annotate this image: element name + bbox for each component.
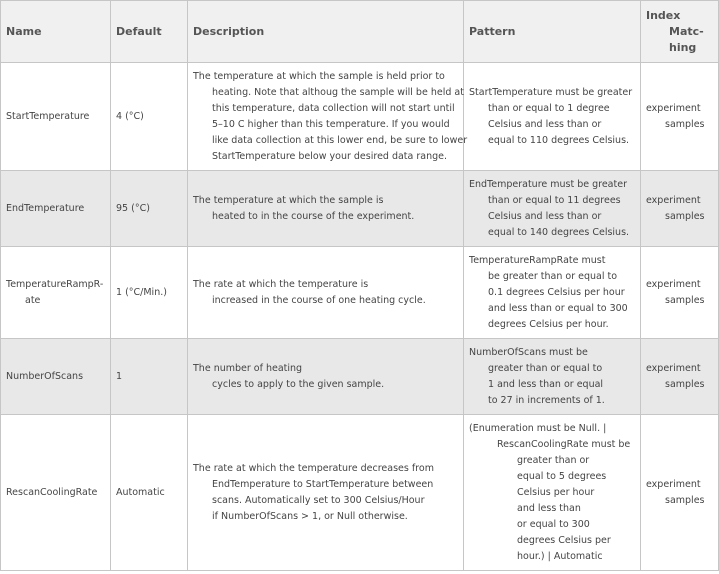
cell-default: Automatic	[111, 415, 188, 571]
cell-pattern: (Enumeration must be Null. | RescanCoolingRate must be greater than or equal to 5 degrees Celsius per hour and less than or equal to 300 degrees Celsius per hour.) | Automatic	[464, 415, 641, 571]
header-pattern: Pattern	[464, 1, 641, 63]
cell-index: experiment samples	[641, 63, 719, 171]
cell-index: experiment samples	[641, 339, 719, 415]
cell-name: EndTemperature	[1, 171, 111, 247]
header-description: Description	[188, 1, 464, 63]
cell-description: The rate at which the temperature decreases from EndTemperature to StartTemperature between scans. Automatically set to 300 Celsius/Hour if NumberOfScans > 1, or Null otherwise.	[188, 415, 464, 571]
cell-pattern: EndTemperature must be greater than or equal to 11 degrees Celsius and less than or equal to 140 degrees Celsius.	[464, 171, 641, 247]
cell-index: experiment samples	[641, 247, 719, 339]
header-index-matching: Index Matc- hing	[641, 1, 719, 63]
cell-pattern: NumberOfScans must be greater than or equal to 1 and less than or equal to 27 in increments of 1.	[464, 339, 641, 415]
cell-description: The number of heating cycles to apply to the given sample.	[188, 339, 464, 415]
cell-description: The temperature at which the sample is heated to in the course of the experiment.	[188, 171, 464, 247]
cell-index: experiment samples	[641, 415, 719, 571]
cell-name: StartTemperature	[1, 63, 111, 171]
table-row	[1, 63, 719, 171]
cell-default: 4 (°C)	[111, 63, 188, 171]
cell-pattern: StartTemperature must be greater than or equal to 1 degree Celsius and less than or equal to 110 degrees Celsius.	[464, 63, 641, 171]
cell-default: 95 (°C)	[111, 171, 188, 247]
cell-description: The temperature at which the sample is held prior to heating. Note that althoug the sample will be held at this temperature, data collection will not start until 5–10 C higher than this temperature. If you would like data collection at this lower end, be sure to lower StartTemperature below your desired data range.	[188, 63, 464, 171]
header-row	[1, 1, 719, 63]
table-row	[1, 339, 719, 415]
cell-description: The rate at which the temperature is increased in the course of one heating cycle.	[188, 247, 464, 339]
cell-name: NumberOfScans	[1, 339, 111, 415]
cell-default: 1 (°C/Min.)	[111, 247, 188, 339]
table-row	[1, 415, 719, 571]
cell-index: experiment samples	[641, 171, 719, 247]
table-row	[1, 247, 719, 339]
cell-default: 1	[111, 339, 188, 415]
table-row	[1, 171, 719, 247]
header-default: Default	[111, 1, 188, 63]
cell-pattern: TemperatureRampRate must be greater than or equal to 0.1 degrees Celsius per hour and less than or equal to 300 degrees Celsius per hour.	[464, 247, 641, 339]
cell-name: TemperatureRampR- ate	[1, 247, 111, 339]
cell-name: RescanCoolingRate	[1, 415, 111, 571]
header-name: Name	[1, 1, 111, 63]
